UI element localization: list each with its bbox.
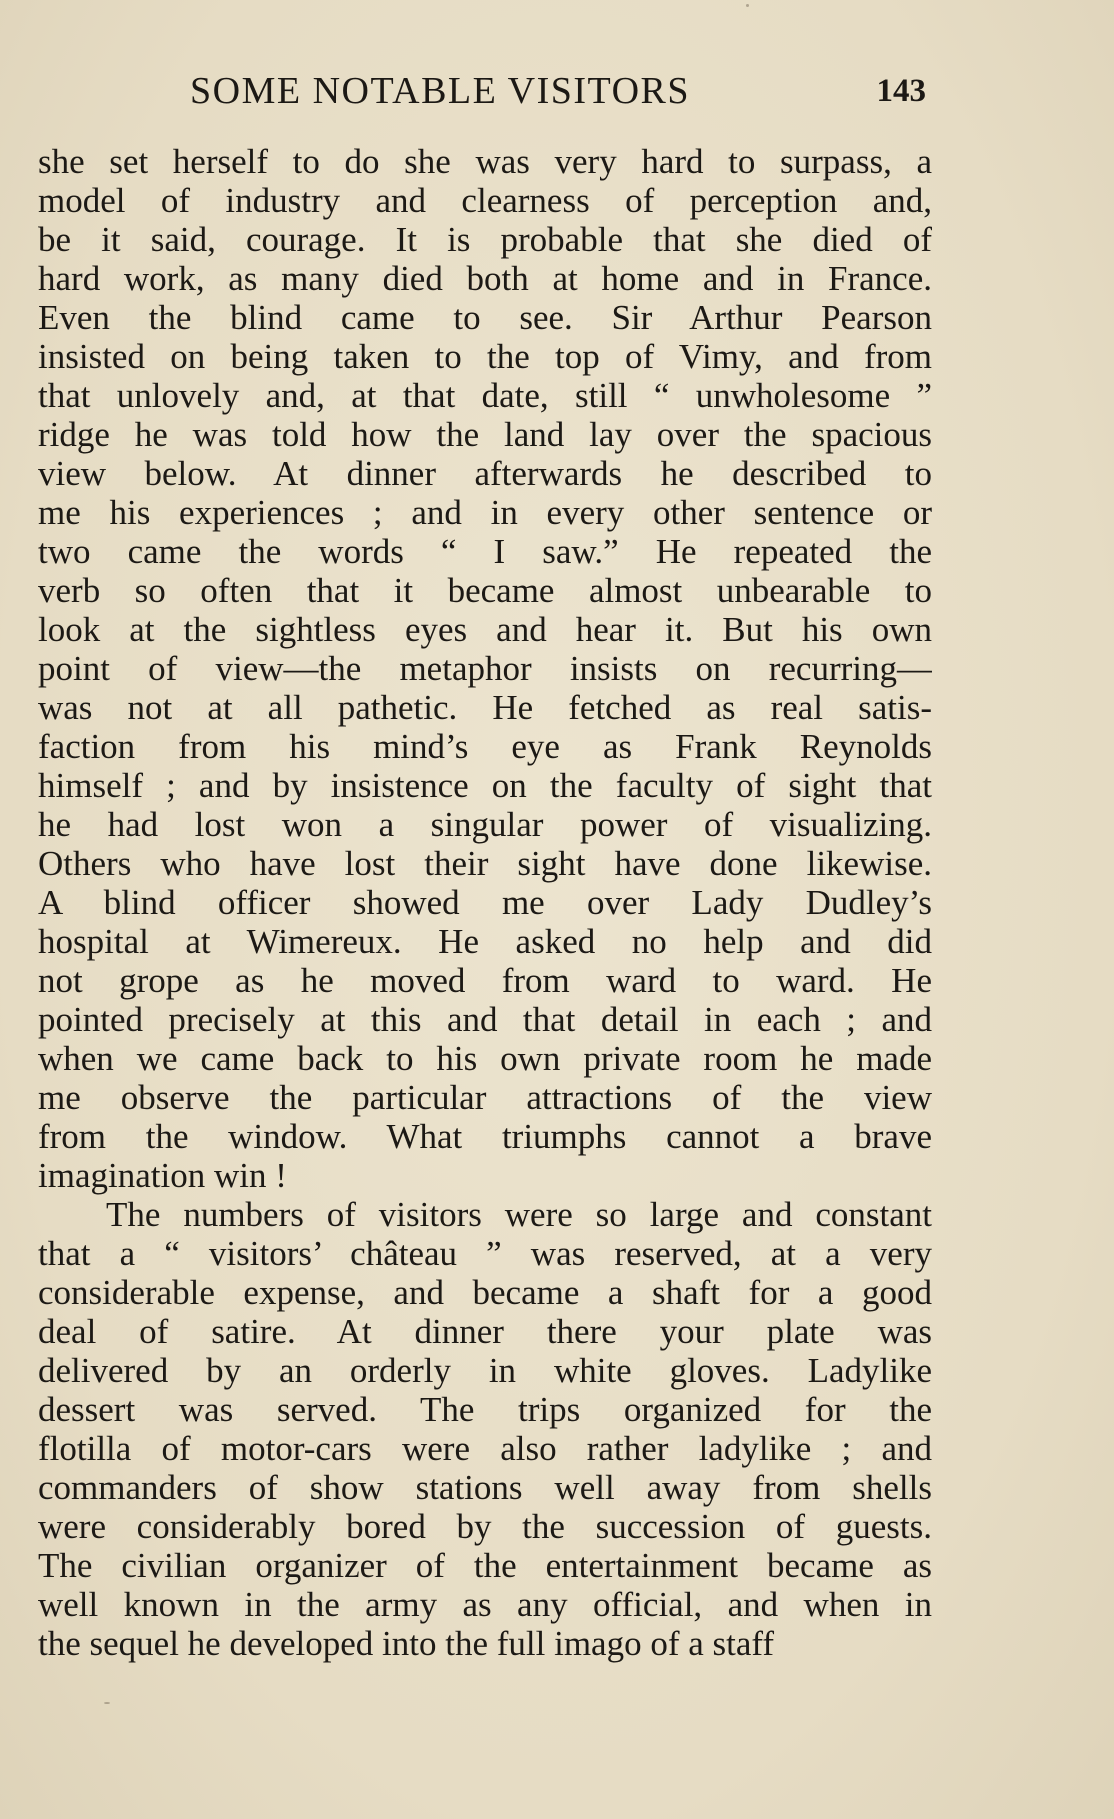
text-line: from the window. What triumphs cannot a brave (38, 1117, 932, 1156)
paper-speck (746, 4, 749, 7)
text-line: be it said, courage. It is probable that she died of (38, 220, 932, 259)
text-line: pointed precisely at this and that detail in each ; and (38, 1000, 932, 1039)
text-line: the sequel he developed into the full imago of a staff (38, 1624, 775, 1663)
text-line: two came the words “ I saw.” He repeated the (38, 532, 932, 571)
page-number: 143 (876, 73, 926, 109)
body-text (38, 142, 932, 1663)
text-line: A blind officer showed me over Lady Dudley’s (38, 883, 932, 922)
text-line: she set herself to do she was very hard to surpass, a (38, 142, 932, 181)
text-line: not grope as he moved from ward to ward. He (38, 961, 932, 1000)
text-line: himself ; and by insistence on the faculty of sight that (38, 766, 932, 805)
text-line: view below. At dinner afterwards he described to (38, 454, 932, 493)
text-line: he had lost won a singular power of visualizing. (38, 805, 932, 844)
text-line: well known in the army as any official, and when in (38, 1585, 932, 1624)
text-line: insisted on being taken to the top of Vimy, and from (38, 337, 932, 376)
text-line: were considerably bored by the succession of guests. (38, 1507, 932, 1546)
text-line: The civilian organizer of the entertainment became as (38, 1546, 932, 1585)
text-line: verb so often that it became almost unbearable to (38, 571, 932, 610)
text-line: that a “ visitors’ château ” was reserved, at a very (38, 1234, 932, 1273)
text-line: deal of satire. At dinner there your plate was (38, 1312, 932, 1351)
text-line: delivered by an orderly in white gloves. Ladylike (38, 1351, 932, 1390)
text-line: me observe the particular attractions of the view (38, 1078, 932, 1117)
text-line: flotilla of motor-cars were also rather ladylike ; and (38, 1429, 932, 1468)
text-line: imagination win ! (38, 1156, 287, 1195)
text-line: model of industry and clearness of perception and, (38, 181, 932, 220)
text-line: ridge he was told how the land lay over the spacious (38, 415, 932, 454)
text-line: commanders of show stations well away from shells (38, 1468, 932, 1507)
text-line: dessert was served. The trips organized for the (38, 1390, 932, 1429)
text-line: considerable expense, and became a shaft for a good (38, 1273, 932, 1312)
text-line: Even the blind came to see. Sir Arthur Pearson (38, 298, 932, 337)
text-line: me his experiences ; and in every other sentence or (38, 493, 932, 532)
text-line: when we came back to his own private room he made (38, 1039, 932, 1078)
page-header (190, 66, 930, 116)
text-line: that unlovely and, at that date, still “ unwholesome ” (38, 376, 932, 415)
text-line: point of view—the metaphor insists on recurring— (38, 649, 932, 688)
running-head: SOME NOTABLE VISITORS (190, 70, 690, 112)
text-line: The numbers of visitors were so large and constant (106, 1195, 932, 1234)
text-line: hard work, as many died both at home and in France. (38, 259, 932, 298)
text-line: look at the sightless eyes and hear it. But his own (38, 610, 932, 649)
text-line: faction from his mind’s eye as Frank Reynolds (38, 727, 932, 766)
paper-speck (104, 1702, 110, 1704)
text-line: Others who have lost their sight have done likewise. (38, 844, 932, 883)
text-line: hospital at Wimereux. He asked no help and did (38, 922, 932, 961)
text-line: was not at all pathetic. He fetched as real satis- (38, 688, 932, 727)
